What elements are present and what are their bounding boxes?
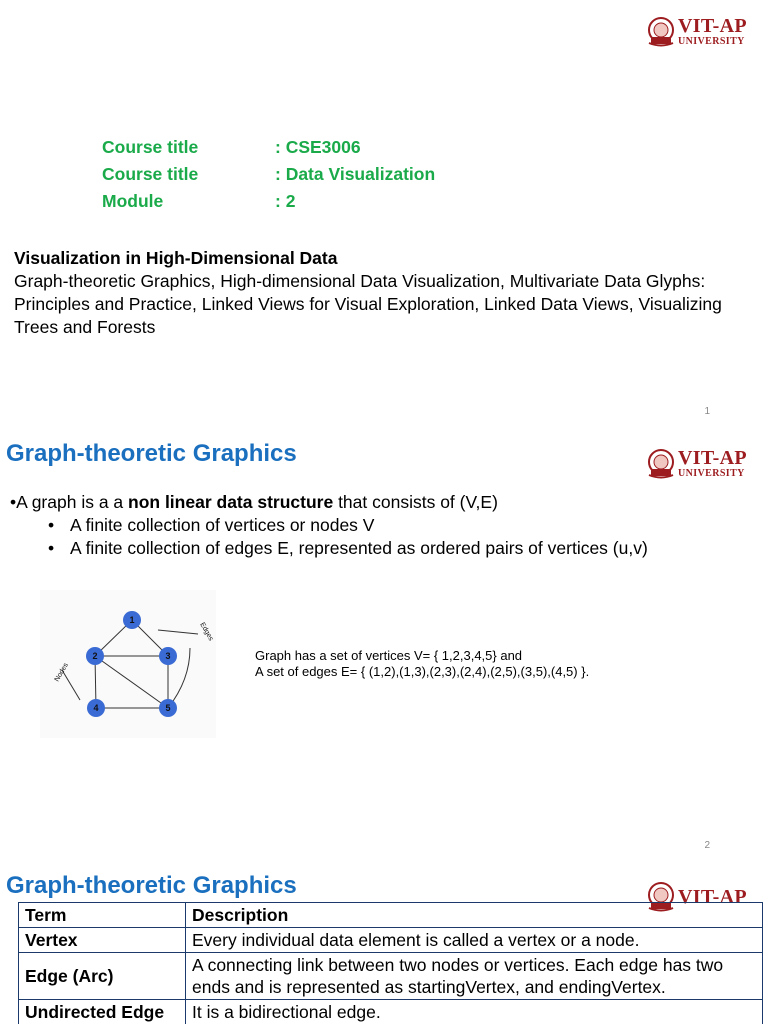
- main-bullet: [10, 491, 750, 514]
- university-logo: [647, 448, 747, 479]
- course-row: [102, 134, 435, 161]
- edges-annotation: Edges: [198, 621, 215, 643]
- caption-line: Graph has a set of vertices V= { 1,2,3,4,5} and: [255, 648, 523, 663]
- course-label: Course title: [102, 164, 199, 184]
- page-number: 1: [704, 406, 710, 417]
- description-cell: Every individual data element is called a vertex or a node.: [186, 928, 763, 953]
- term-cell: Undirected Edge: [19, 1000, 186, 1024]
- course-info: [102, 134, 435, 215]
- university-logo: [647, 16, 747, 47]
- logo-text-main: VIT-AP: [678, 447, 747, 469]
- slide-title: Graph-theoretic Graphics: [6, 440, 297, 467]
- node-label: 3: [165, 651, 171, 661]
- node-label: 1: [129, 615, 135, 625]
- course-row: [102, 188, 435, 215]
- table-row: [19, 953, 763, 1000]
- bullet-bold: non linear data structure: [128, 492, 334, 512]
- term-cell: Vertex: [19, 928, 186, 953]
- bullet-suffix: that consists of (V,E): [333, 492, 498, 512]
- logo-text-sub: UNIVERSITY: [678, 36, 745, 47]
- table-row: [19, 928, 763, 953]
- logo-text-main: VIT-AP: [678, 15, 747, 37]
- course-label: Course title: [102, 137, 199, 157]
- university-crest-icon: [647, 17, 675, 47]
- page-number: 2: [704, 840, 710, 851]
- column-header: Description: [186, 903, 763, 928]
- module-topics: Graph-theoretic Graphics, High-dimensional Data Visualization, Multivariate Data Glyphs: Principles and Practice, Linked Views for Visual Exploration, Linked Data Views, Visualizing Trees and Forests: [14, 271, 722, 337]
- graph-caption: [255, 648, 589, 680]
- edges-pointer: [158, 630, 198, 634]
- column-header: Term: [19, 903, 186, 928]
- slide-2: [0, 432, 768, 864]
- caption-line: A set of edges E= { (1,2),(1,3),(2,3),(2,4),(2,5),(3,5),(4,5) }.: [255, 664, 590, 679]
- terms-table: [18, 902, 763, 1024]
- term-cell: Edge (Arc): [19, 953, 186, 1000]
- node-label: 4: [93, 703, 99, 713]
- sub-bullet: • A finite collection of vertices or nodes V: [48, 514, 750, 537]
- course-value: : CSE3006: [275, 137, 361, 157]
- node-label: 5: [165, 703, 171, 713]
- table-row: [19, 1000, 763, 1024]
- slide-3: [0, 864, 768, 1024]
- description-cell: A connecting link between two nodes or vertices. Each edge has two ends and is represented as startingVertex, and endingVertex.: [186, 953, 763, 1000]
- slide-title: Graph-theoretic Graphics: [6, 872, 297, 899]
- node-label: 2: [92, 651, 98, 661]
- logo-text-sub: UNIVERSITY: [678, 468, 745, 479]
- nodes-annotation: Nodes: [53, 661, 70, 683]
- table-header-row: [19, 903, 763, 928]
- nodes-pointer: [62, 670, 80, 700]
- graph-diagram: [40, 590, 216, 738]
- graph-svg: [40, 590, 216, 738]
- edge-2-5: [95, 656, 168, 708]
- slide-1: [0, 0, 768, 432]
- logo-text-main: VIT-AP: [678, 886, 747, 908]
- module-label: Module: [102, 191, 164, 211]
- module-value: : 2: [275, 191, 296, 211]
- university-crest-icon: [647, 449, 675, 479]
- course-value: : Data Visualization: [275, 164, 436, 184]
- course-row: [102, 161, 435, 188]
- sub-bullet-list: [48, 514, 750, 560]
- module-intro: [14, 247, 734, 339]
- bullet-prefix: •A graph is a a: [10, 492, 129, 512]
- sub-bullet: • A finite collection of edges E, represented as ordered pairs of vertices (u,v): [48, 537, 750, 560]
- description-cell: It is a bidirectional edge.: [186, 1000, 763, 1024]
- bullet-list: [10, 491, 750, 560]
- module-heading: Visualization in High-Dimensional Data: [14, 248, 338, 268]
